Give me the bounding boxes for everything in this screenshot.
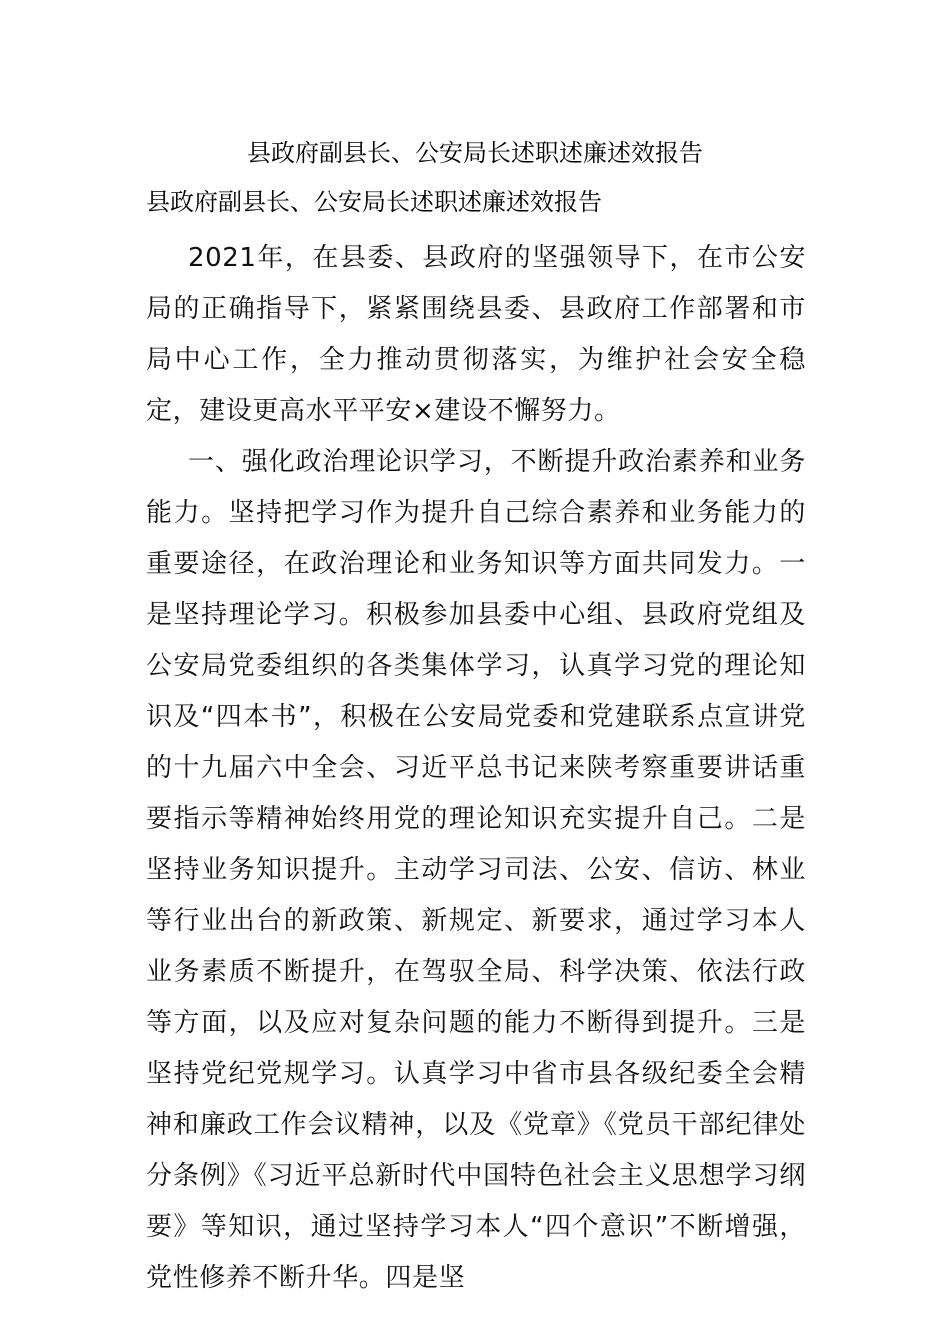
paragraph-section-one: 一、强化政治理论识学习，不断提升政治素养和业务能力。坚持把学习作为提升自己综合素养和业务能力的重要途径，在政治理论和业务知识等方面共同发力。一是坚持理论学习。积极参加县委中心组、县政府党组及公安局党委组织的各类集体学习，认真学习党的理论知识及“四本书”，积极在公安局党委和党建联系点宣讲党的十九届六中全会、习近平总书记来陕考察重要讲话重要指示等精神始终用党的理论知识充实提升自己。二是坚持业务知识提升。主动学习司法、公安、信访、林业等行业出台的新政策、新规定、新要求，通过学习本人业务素质不断提升，在驾驭全局、科学决策、依法行政等方面，以及应对复杂问题的能力不断得到提升。三是坚持党纪党规学习。认真学习中省市县各级纪委全会精神和廉政工作会议精神，以及《党章》《党员干部纪律处分条例》《习近平总新时代中国特色社会主义思想学习纲要》等知识，通过坚持学习本人“四个意识”不断增强，党性修养不断升华。四是坚 — [146, 447, 806, 1293]
document-title: 县政府副县长、公安局长述职述廉述效报告 — [247, 139, 703, 167]
paragraph-intro: 2021年，在县委、县政府的坚强领导下，在市公安局的正确指导下，紧紧围绕县委、县政府工作部署和市局中心工作，全力推动贯彻落实，为维护社会安全稳定，建设更高水平平安×建设不懈努力。 — [146, 243, 806, 426]
document-body — [146, 233, 806, 1304]
document-subtitle: 县政府副县长、公安局长述职述廉述效报告 — [146, 188, 602, 216]
